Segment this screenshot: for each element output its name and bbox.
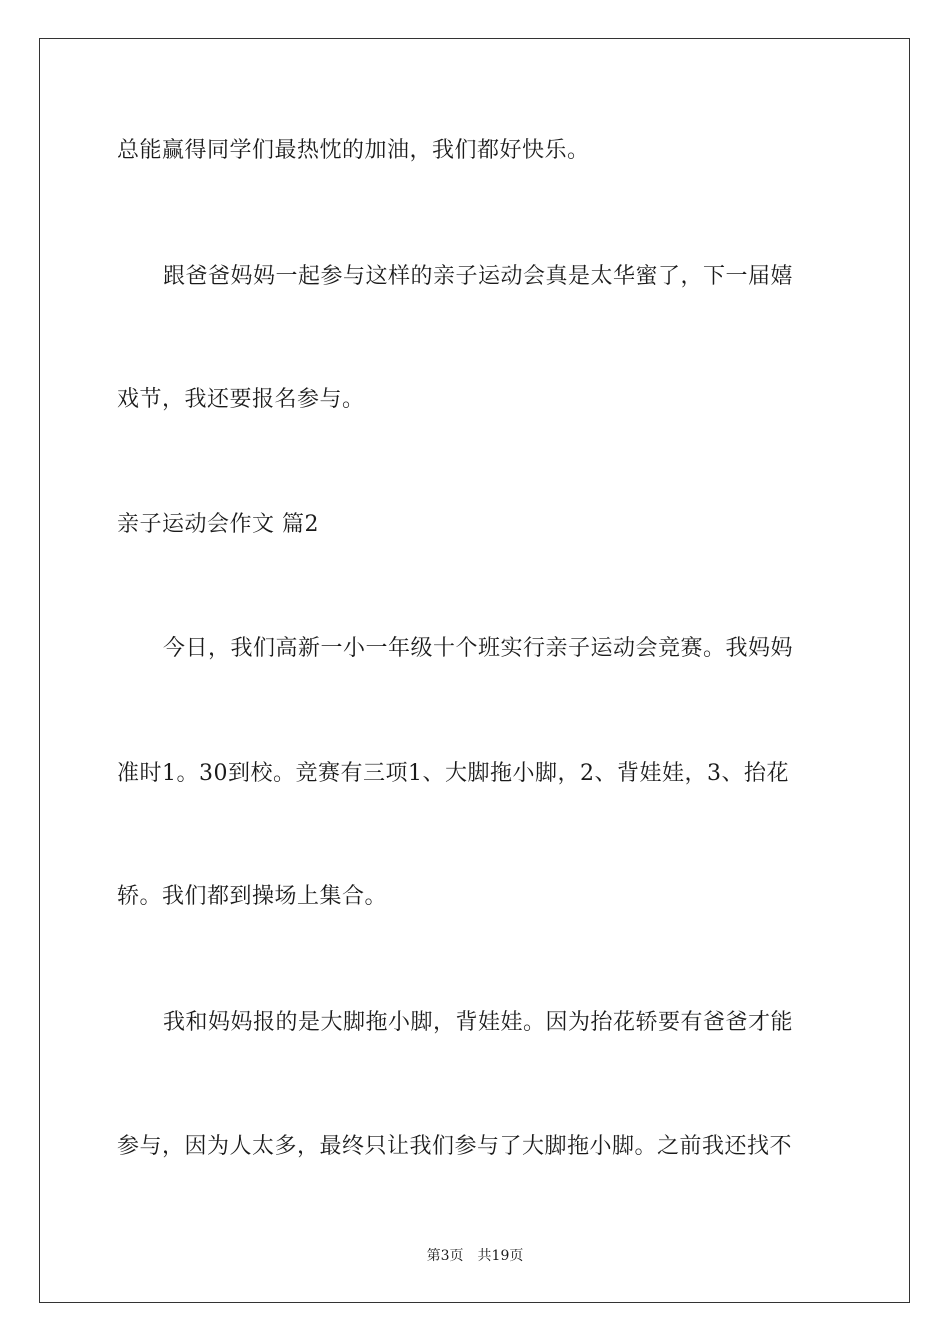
paragraph-line: 参与，因为人太多，最终只让我们参与了大脚拖小脚。之前我还找不 [117, 1134, 793, 1159]
page-border [39, 38, 910, 1303]
paragraph-line: 今日，我们高新一小一年级十个班实行亲子运动会竞赛。我妈妈 [163, 636, 794, 661]
page-total: 共19页 [477, 1248, 524, 1264]
paragraph-line: 戏节，我还要报名参与。 [117, 387, 365, 412]
paragraph-line: 我和妈妈报的是大脚拖小脚，背娃娃。因为抬花轿要有爸爸才能 [163, 1010, 794, 1035]
paragraph-line: 准时1。30到校。竞赛有三项1、大脚拖小脚，2、背娃娃，3、抬花 [117, 761, 789, 786]
paragraph-line: 轿。我们都到操场上集合。 [117, 884, 388, 909]
page-number: 第3页 [426, 1248, 464, 1264]
page-footer [0, 1246, 950, 1266]
paragraph-line: 总能赢得同学们最热忱的加油，我们都好快乐。 [117, 138, 590, 163]
section-heading: 亲子运动会作文 篇2 [117, 512, 319, 537]
paragraph-line: 跟爸爸妈妈一起参与这样的亲子运动会真是太华蜜了，下一届嬉 [163, 264, 794, 289]
